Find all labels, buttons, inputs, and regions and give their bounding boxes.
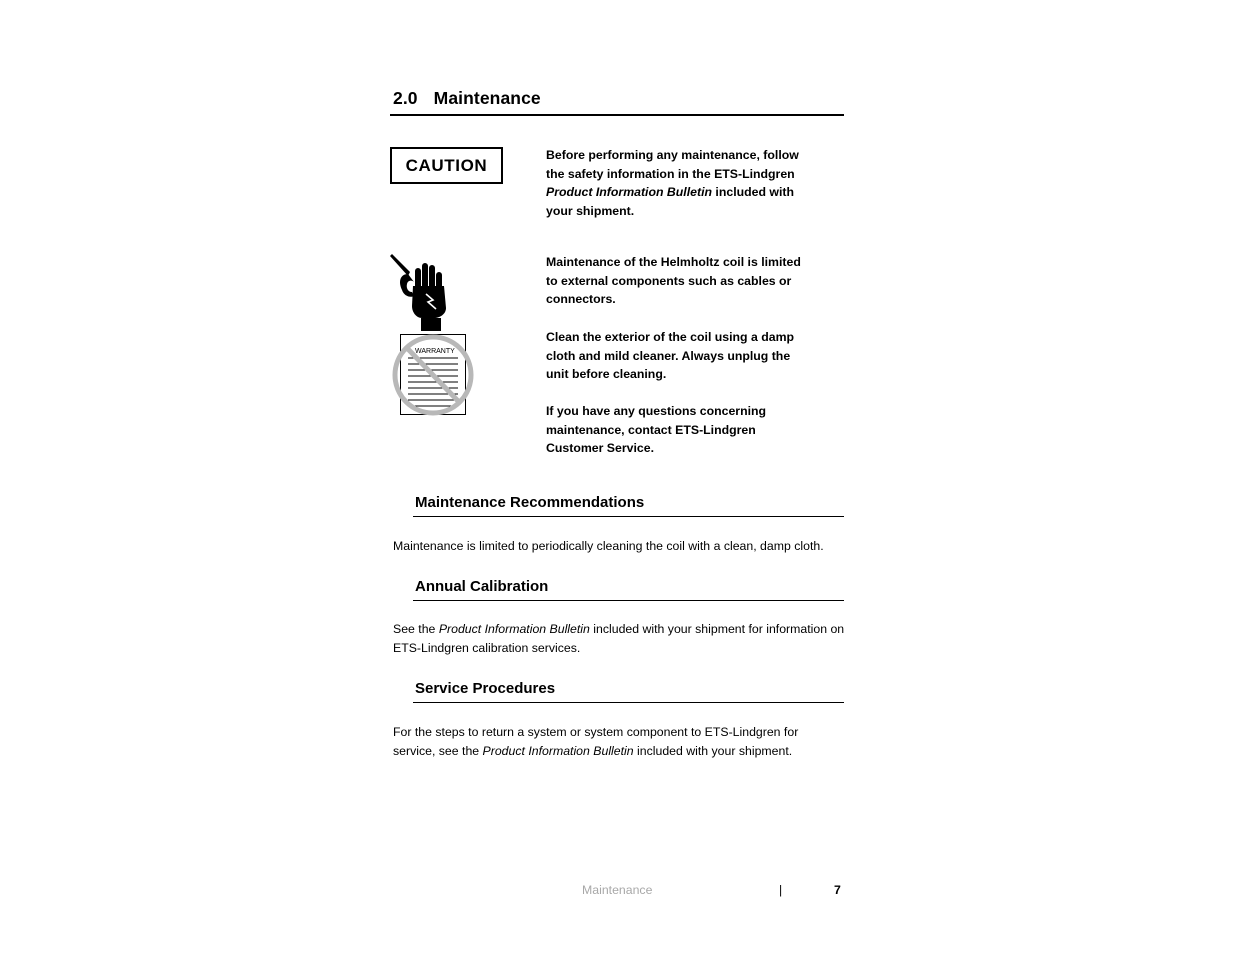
subsection-title-recommendations: Maintenance Recommendations xyxy=(415,494,645,511)
bulletin-reference: Product Information Bulletin xyxy=(546,185,713,200)
calibration-text: See the Product Information Bulletin included with your shipment for information on ETS-Lindgren calibration services. xyxy=(393,622,845,655)
section-title: Maintenance xyxy=(433,88,541,108)
safety-notice: Before performing any maintenance, follow the safety information in the ETS-Lindgren Product Information Bulletin included with your shipment. xyxy=(546,148,799,219)
caution-label: CAUTION xyxy=(390,147,503,184)
subsection-divider xyxy=(413,600,844,601)
stop-hand-icon xyxy=(390,254,446,331)
no-user-service-icon xyxy=(388,252,478,420)
cleaning-notice: Clean the exterior of the coil using a damp cloth and mild cleaner. Always unplug the unit before cleaning. xyxy=(546,330,795,382)
warranty-document-icon xyxy=(395,335,471,415)
recommendations-text: Maintenance is limited to periodically cleaning the coil with a clean, damp cloth. xyxy=(393,539,824,553)
subsection-divider xyxy=(413,516,844,517)
warranty-label: WARRANTY xyxy=(415,348,455,355)
bulletin-reference: Product Information Bulletin xyxy=(438,622,590,636)
footer-separator: | xyxy=(779,883,783,897)
page-number: 7 xyxy=(834,883,841,897)
questions-notice: If you have any questions concerning maintenance, contact ETS-Lindgren Customer Service. xyxy=(546,404,767,456)
heading-divider xyxy=(390,114,844,116)
bulletin-reference: Product Information Bulletin xyxy=(482,743,634,758)
subsection-title-calibration: Annual Calibration xyxy=(415,578,549,595)
maintenance-limited-notice: Maintenance of the Helmholtz coil is limited to external components such as cables or connectors. xyxy=(546,255,801,307)
section-heading xyxy=(393,88,541,109)
section-number: 2.0 xyxy=(393,88,418,108)
service-text: For the steps to return a system or system component to ETS-Lindgren for service, see the Product Information Bulletin included with your shipment. xyxy=(393,725,799,758)
subsection-title-service: Service Procedures xyxy=(415,680,556,697)
footer-section-label: Maintenance xyxy=(582,883,653,897)
subsection-divider xyxy=(413,702,844,703)
